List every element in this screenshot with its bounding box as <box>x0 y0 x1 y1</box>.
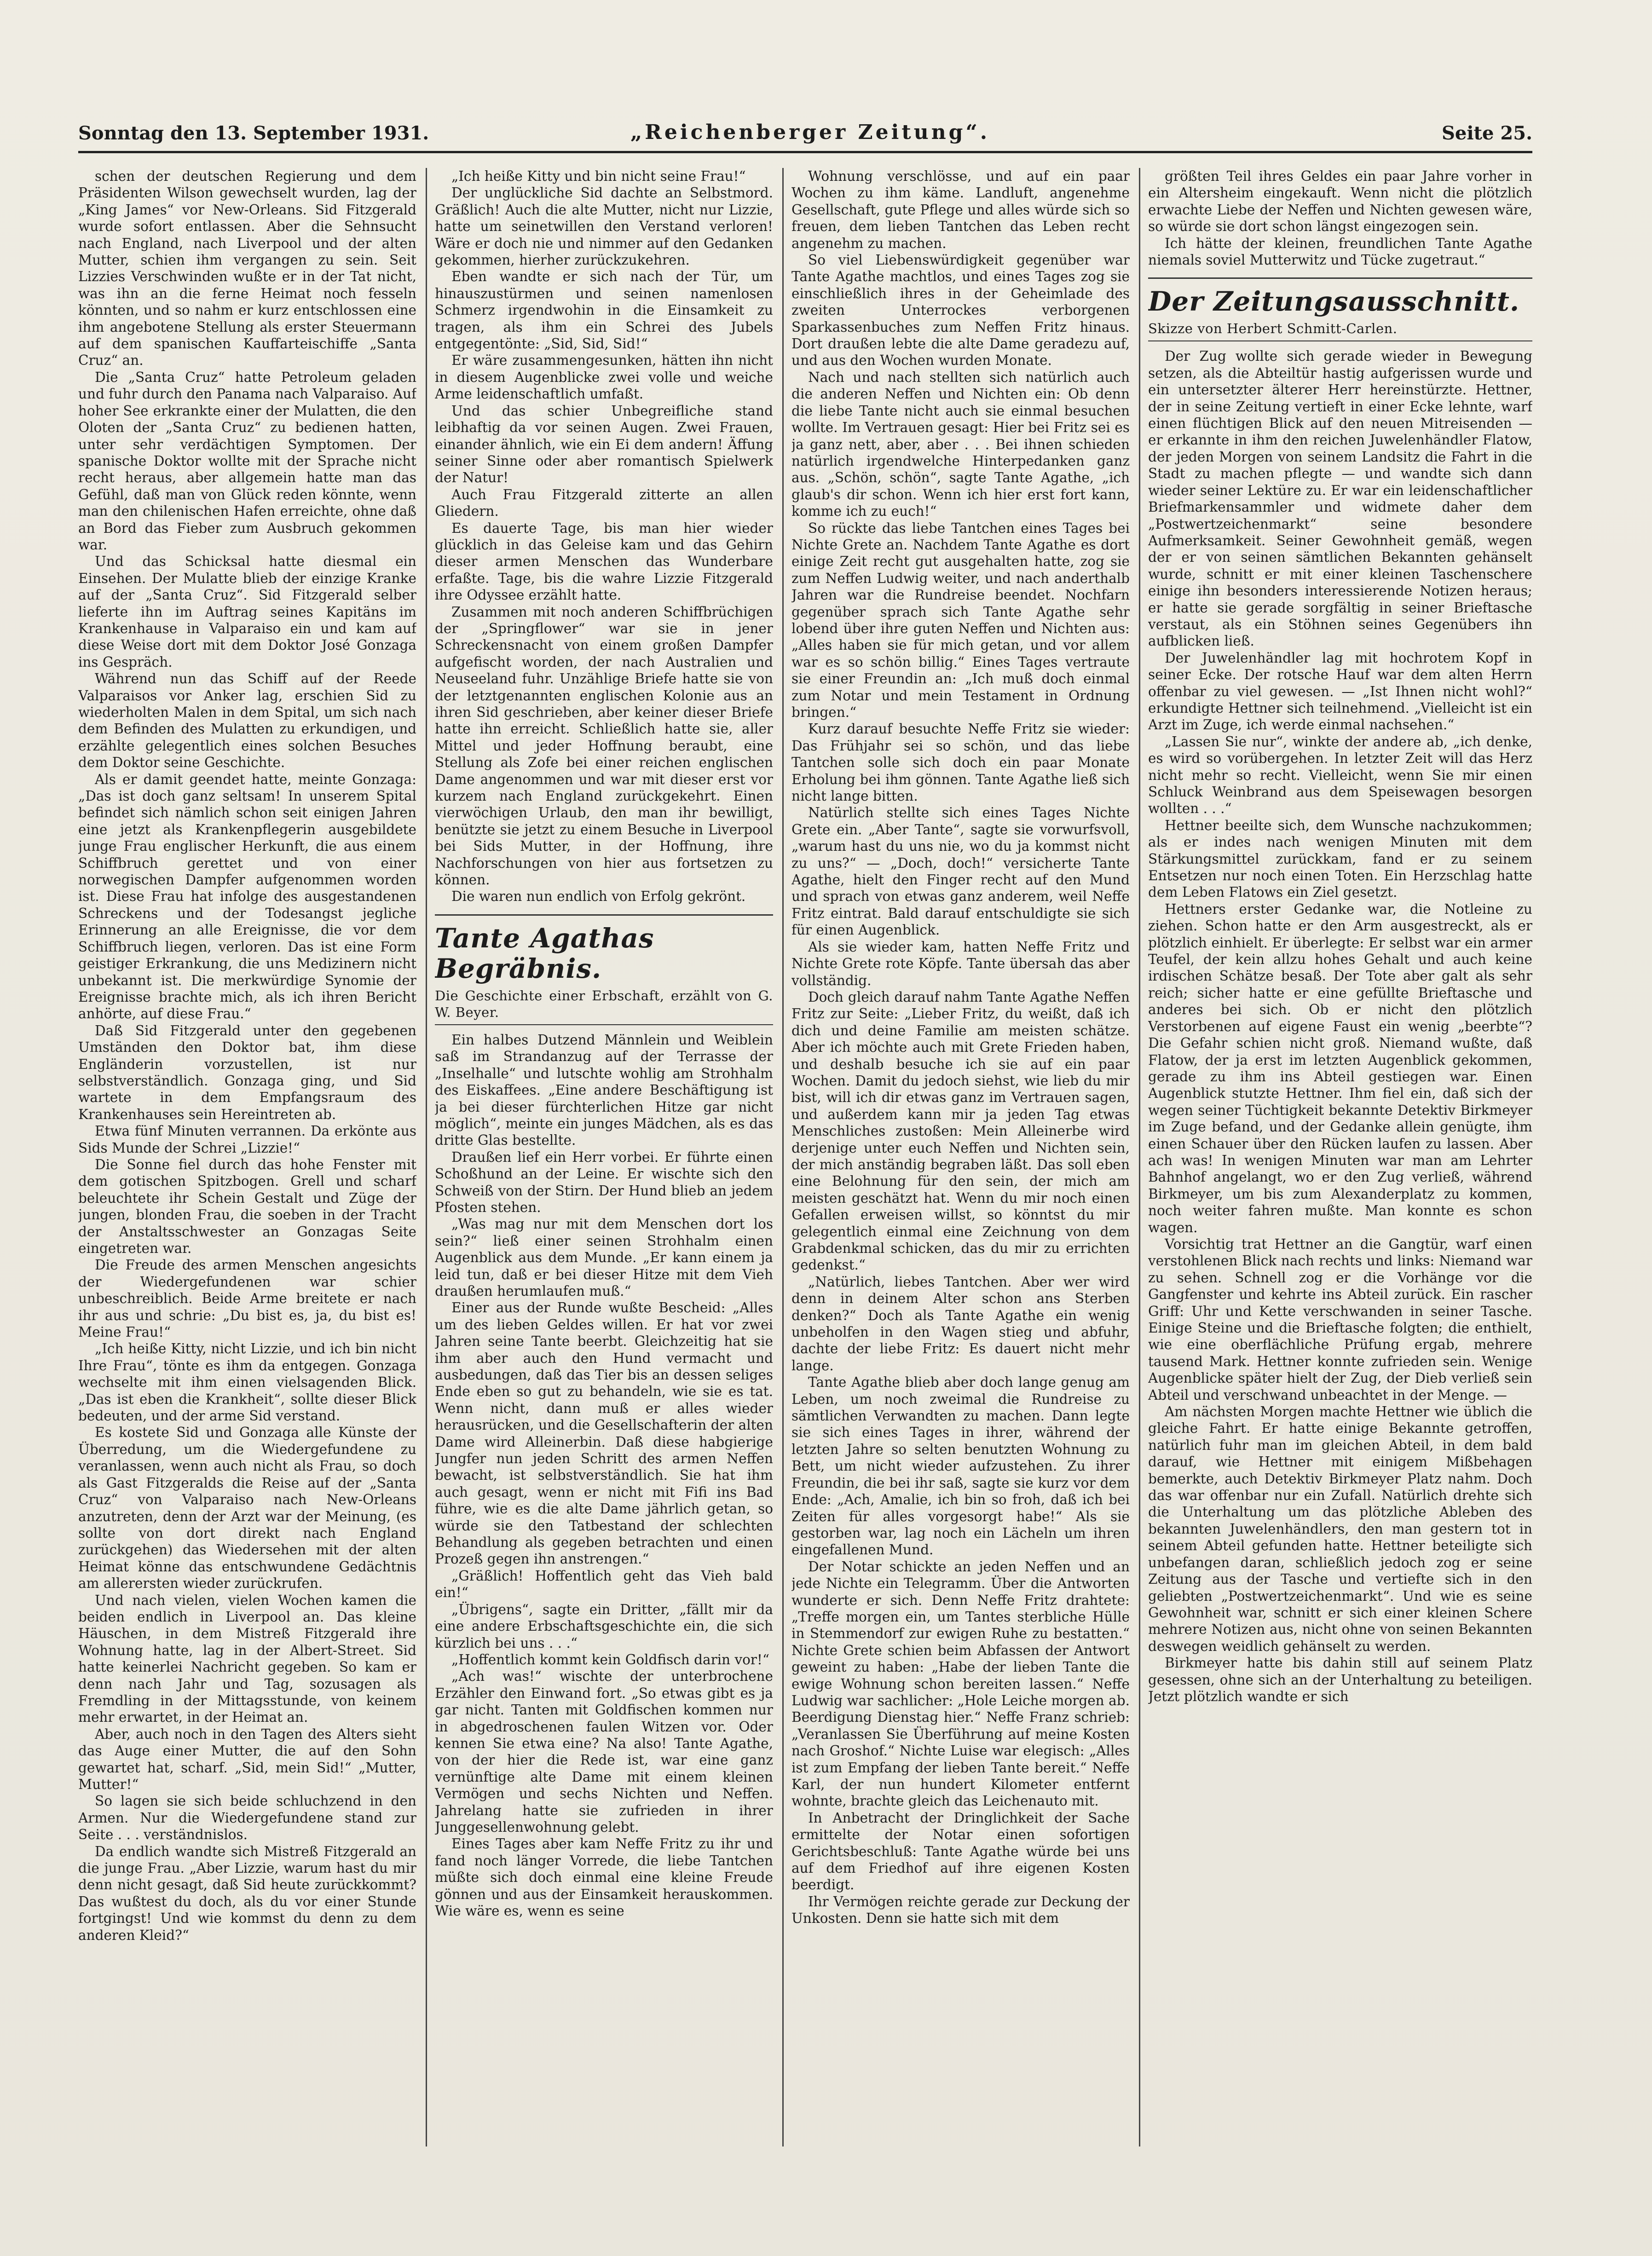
article-paragraph: Er wäre zusammengesunken, hätten ihn nicht in diesem Augenblicke zwei volle und weiche Arme leidenschaftlich umfaßt. <box>435 352 773 402</box>
article-paragraph: „Ich heiße Kitty und bin nicht seine Frau!“ <box>451 168 746 184</box>
article-paragraph: Als sie wieder kam, hatten Neffe Fritz und Nichte Grete rote Köpfe. Tante übersah das aber vollständig. <box>791 939 1130 988</box>
article-paragraph: Draußen lief ein Herr vorbei. Er führte einen Schoßhund an der Leine. Er wischte sich den Schweiß von der Stirn. Der Hund blieb an jedem Pfosten stehen. <box>435 1149 773 1215</box>
article-paragraph: Der Notar schickte an jeden Neffen und an jede Nichte ein Telegramm. Über die Antworten wunderte er sich. Denn Neffe Fritz drahtete: „Treffe morgen ein, um Tantes sterbliche Hülle in Stemmendorf zur ewigen Ruhe zu bestatten.“ Nichte Grete schien beim Abfassen der Antwort geweint zu haben: „Habe der lieben Tante die ewige Wohnung schon bereiten lassen.“ Neffe Ludwig war sachlicher: „Hole Leiche morgen ab. Beerdigung Dienstag hier.“ Neffe Franz schrieb: „Veranlassen Sie Überführung auf meine Kosten nach Groshof.“ Nichte Luise war elegisch: „Alles ist zum Empfang der lieben Tante bereit.“ Neffe Karl, der nun hundert Kilometer entfernt wohnte, brachte gleich das Leichenauto mit. <box>791 1558 1130 1809</box>
article-paragraph: Hettners erster Gedanke war, die Notleine zu ziehen. Schon hatte er den Arm ausgestreckt, als er plötzlich einhielt. Er überlegte: Er selbst war ein armer Teufel, der kein allzu hohes Gehalt und auch keine irdischen Schätze besaß. Der Tote aber galt als sehr reich; sicher hatte er eine gefüllte Brieftasche und anderes bei sich. Ob er nicht den plötzlich Verstorbenen auf eigene Faust ein wenig „beerbte“? Die Gefahr schien nicht groß. Niemand wußte, daß Flatow, der ja erst im letzten Augenblick gekommen, gerade zu ihm ins Abteil gestiegen war. Einen Augenblick stutzte Hettner. Ihm fiel ein, daß sich der wegen seiner Tüchtigkeit bekannte Detektiv Birkmeyer im Zuge befand, und der Gedanke allein genügte, ihm einen Schauer über den Rücken laufen zu lassen. Aber ach was! In wenigen Minuten war man am Lehrter Bahnhof angelangt, wo er den Zug verließ, während Birkmeyer, um bis zum Alexanderplatz zu kommen, noch weiter fahren mußte. Man konnte es schon wagen. <box>1148 901 1532 1235</box>
article-paragraph: Daß Sid Fitzgerald unter den gegebenen Umständen den Doktor bat, ihm diese Engländerin vorzustellen, ist nur selbstverständlich. Gonzaga ging, und Sid wartete in dem Empfangsraum des Krankenhauses sein Hereintreten ab. <box>78 1022 416 1122</box>
article-paragraph: In Anbetracht der Dringlichkeit der Sache ermittelte der Notar einen sofortigen Gerichtsbeschluß: Tante Agathe würde bei uns auf dem Friedhof auf ihre eigenen Kosten beerdigt. <box>791 1810 1130 1893</box>
article-byline-zeitungsausschnitt: Skizze von Herbert Schmitt-Carlen. <box>1148 321 1398 337</box>
article-paragraph: Etwa fünf Minuten verrannen. Da erkönte aus Sids Munde der Schrei „Lizzie!“ <box>78 1123 416 1156</box>
article-paragraph: Zusammen mit noch anderen Schiffbrüchigen der „Springflower“ war sie in jener Schreckensnacht von einem großen Dampfer aufgefischt worden, der nach Australien und Neuseeland fuhr. Unzählige Briefe hatte sie von der letztgenannten englischen Kolonie aus an ihren Sid geschrieben, aber keiner dieser Briefe hatte ihn erreicht. Schließlich hatte sie, aller Mittel und jeder Hoffnung beraubt, eine Stellung als Zofe bei einer reichen englischen Dame angenommen und war mit dieser erst vor kurzem nach England zurückgekehrt. Einen vierwöchigen Urlaub, den man ihr bewilligt, benützte sie jetzt zu einem Besuche in Liverpool bei Sids Mutter, in der Hoffnung, ihre Nachforschungen von hier aus fortsetzen zu können. <box>435 604 773 888</box>
article-paragraph: Am nächsten Morgen machte Hettner wie üblich die gleiche Fahrt. Er hatte einige Bekannte getroffen, natürlich fuhr man im gleichen Abteil, in dem bald darauf, wie Hettner mit einigem Mißbehagen bemerkte, auch Detektiv Birkmeyer Platz nahm. Doch das war offenbar nur ein Zufall. Natürlich drehte sich die Unterhaltung um das plötzliche Ableben des bekannten Juwelenhändlers, den man gestern tot in seinem Abteil gefunden hatte. Hettner beteiligte sich unbefangen daran, schließlich jedoch zog er seine Zeitung aus der Tasche und vertiefte sich in den geliebten „Postwertzeichenmarkt“. Und wie es seine Gewohnheit war, schnitt er sich einer kleinen Schere mehrere Notizen aus, nicht ohne von seinen Bekannten deswegen weidlich gehänselt zu werden. <box>1148 1404 1532 1654</box>
article-paragraph: Ein halbes Dutzend Männlein und Weiblein saß im Strandanzug auf der Terrasse der „Inselhalle“ und lutschte wohlig am Strohhalm des Eiskaffees. „Eine andere Beschäftigung ist ja bei dieser fürchterlichen Hitze gar nicht möglich“, meinte ein junges Mädchen, als es das dritte Glas bestellte. <box>435 1032 773 1148</box>
article-paragraph: schen der deutschen Regierung und dem Präsidenten Wilson gewechselt wurden, lag der „King James“ vor New-Orleans. Sid Fitzgerald wurde sofort entlassen. Aber die Sehnsucht nach England, nach Liverpool und der alten Mutter, schien ihm vergangen zu sein. Seit Lizzies Verschwinden wußte er in der Tat nicht, was ihn an die ferne Heimat noch fesseln könnten, und so nahm er kurz entschlossen eine ihm angebotene Stellung als erster Steuermann auf dem spanischen Kauffarteischiffe „Santa Cruz“ an. <box>78 168 416 369</box>
article-paragraph: Da endlich wandte sich Mistreß Fitzgerald an die junge Frau. „Aber Lizzie, warum hast du mir denn nicht gesagt, daß Sid heute zurückkommt? Das wußtest du doch, als du vor einer Stunde fortgingst! Und wie kommst du denn zu dem anderen Kleid?“ <box>78 1843 416 1943</box>
article-paragraph: Nach und nach stellten sich natürlich auch die anderen Neffen und Nichten ein: Ob denn die liebe Tante nicht auch sie einmal besuchen wollte. Im Vertrauen gesagt: Hier bei Fritz sei es ja ganz nett, aber, aber . . . Bei ihnen schieden natürlich irgendwelche Hinterpedanken ganz aus. „Schön, schön“, sagte Tante Agathe, „ich glaub's dir schon. Wenn ich hier erst fort kann, komme ich zu euch!“ <box>791 369 1130 519</box>
article-paragraph: So lagen sie sich beide schluchzend in den Armen. Nur die Wiedergefundene stand zur Seite . . . verständnislos. <box>78 1793 416 1843</box>
column-4 <box>1148 168 1532 2146</box>
byline-divider <box>435 1024 773 1025</box>
article-paragraph: Die Freude des armen Menschen angesichts der Wiedergefundenen war schier unbeschreiblich. Beide Arme breitete er nach ihr aus und schrie: „Du bist es, ja, du bist es! Meine Frau!“ <box>78 1257 416 1340</box>
column-3 <box>791 168 1130 2146</box>
column-2 <box>435 168 773 2146</box>
article-byline-tante-agathe: Die Geschichte einer Erbschaft, erzählt von G. W. Beyer. <box>435 987 773 1020</box>
article-paragraph: Natürlich stellte sich eines Tages Nichte Grete ein. „Aber Tante“, sagte sie vorwurfsvoll, „warum hast du uns nie, wo du ja kommst nicht zu uns?“ — „Doch, doch!“ versicherte Tante Agathe, hielt den Finger recht auf den Mund und sprach von etwas ganz anderem, weil Neffe Fritz eintrat. Bald darauf entschuldigte sie sich für einen Augenblick. <box>791 805 1130 938</box>
article-paragraph: Es dauerte Tage, bis man hier wieder glücklich in das Geleise kam und das Gehirn dieser armen Menschen das Wunderbare erfaßte. Tage, bis die wahre Lizzie Fitzgerald ihre Odyssee erzählt hatte. <box>435 520 773 603</box>
article-paragraph: „Lassen Sie nur“, winkte der andere ab, „ich denke, es wird so vorübergehen. In letzter Zeit will das Herz nicht mehr so recht. Vielleicht, wenn Sie mir einen Schluck Weinbrand aus dem Speisewagen besorgen wollten . . .“ <box>1148 733 1532 817</box>
article-paragraph: Als er damit geendet hatte, meinte Gonzaga: „Das ist doch ganz seltsam! In unserem Spital befindet sich nämlich schon seit einigen Jahren eine jetzt als Krankenpflegerin ausgebildete junge Frau englischer Herkunft, die aus einem Schiffbruch gerettet und von einer norwegischen Dampfer aufgenommen worden ist. Diese Frau hat infolge des ausgestandenen Schreckens und der Todesangst jegliche Erinnerung an alle Ereignisse, die vor dem Schiffbruch liegen, verloren. Das ist eine Form geistiger Erkrankung, die uns Medizinern nicht unbekannt ist. Die merkwürdige Synomie der Ereignisse brachte mich, als ich ihren Bericht anhörte, auf diese Frau.“ <box>78 771 416 1022</box>
byline-divider <box>1148 340 1532 341</box>
article-paragraph: So rückte das liebe Tantchen eines Tages bei Nichte Grete an. Nachdem Tante Agathe es dort einige Zeit recht gut ausgehalten hatte, zog sie zum Neffen Ludwig weiter, und nach anderthalb Jahren war die Rundreise beendet. Nochfarn gegenüber sprach sich Tante Agathe sehr lobend über ihre guten Neffen und Nichten aus: „Alles haben sie für mich getan, und vor allem war es so schön billig.“ Eines Tages vertraute sie einer Freundin an: „Ich muß doch einmal zum Notar und mein Testament in Ordnung bringen.“ <box>791 520 1130 720</box>
article-paragraph: Doch gleich darauf nahm Tante Agathe Neffen Fritz zur Seite: „Lieber Fritz, du weißt, daß ich dich und deine Familie am meisten schätze. Aber ich möchte auch mit Grete Frieden haben, und deshalb besuche ich sie auf ein paar Wochen. Damit du jedoch siehst, wie lieb du mir bist, will ich dir etwas ganz im Vertrauen sagen, und außerdem kann mir ja jeden Tag etwas Menschliches zustoßen: Mein Alleinerbe wird derjenige unter euch Neffen und Nichten sein, der mich anständig begraben läßt. Das soll eben eine Belohnung für den sein, der mich am meisten geschätzt hat. Wenn du mir noch einen Gefallen erweisen willst, so könntst du mir gelegentlich einmal eine Zeichnung von dem Grabdenkmal schicken, das du mir zu errichten gedenkst.“ <box>791 989 1130 1273</box>
article-paragraph: Während nun das Schiff auf der Reede Valparaisos vor Anker lag, erschien Sid zu wiederholten Malen in dem Spital, um sich nach dem Befinden des Mulatten zu erkundigen, und erzählte gelegentlich eines solchen Besuches dem Doktor seine Geschichte. <box>78 671 416 771</box>
article-paragraph: „Hoffentlich kommt kein Goldfisch darin vor!“ <box>451 1651 769 1667</box>
article-paragraph: Und das Schicksal hatte diesmal ein Einsehen. Der Mulatte blieb der einzige Kranke auf der „Santa Cruz“. Sid Fitzgerald selber lieferte ihn im Auftrag seines Kapitäns im Krankenhause in Valparaiso ein und kam auf diese Weise dort mit dem Doktor José Gonzaga ins Gespräch. <box>78 554 416 670</box>
column-1 <box>78 168 416 2146</box>
article-paragraph: Hettner beeilte sich, dem Wunsche nachzukommen; als er indes nach wenigen Minuten mit dem Stärkungsmittel zurückkam, fand er zu seinem Entsetzen nur noch einen Toten. Ein Herzschlag hatte dem Leben Flatows ein Ziel gesetzt. <box>1148 817 1532 900</box>
article-paragraph: Die Sonne fiel durch das hohe Fenster mit dem gotischen Spitzbogen. Grell und scharf beleuchtete ihr Schein Gestalt und Züge der jungen, blonden Frau, die soeben in der Tracht der Anstaltsschwester an Gonzagas Seite eingetreten war. <box>78 1156 416 1256</box>
article-paragraph: Kurz darauf besuchte Neffe Fritz sie wieder: Das Frühjahr sei so schön, und das liebe Tantchen solle sich doch ein paar Monate Erholung bei ihm gönnen. Tante Agathe ließ sich nicht lange bitten. <box>791 721 1130 804</box>
header-date: Sonntag den 13. September 1931. <box>78 122 429 144</box>
article-paragraph: größten Teil ihres Geldes ein paar Jahre vorher in ein Altersheim eingekauft. Wenn nicht die plötzlich erwachte Liebe der Neffen und Nichten gewesen wäre, so würde sie dort schon längst eingezogen sein. <box>1148 168 1532 235</box>
article-paragraph: „Ach was!“ wischte der unterbrochene Erzähler den Einwand fort. „So etwas gibt es ja gar nicht. Tanten mit Goldfischen kommen nur in abgedroschenen faulen Witzen vor. Oder kennen Sie etwa eine? Na also! Tante Agathe, von der hier die Rede ist, war eine ganz vernünftige alte Dame mit einem kleinen Vermögen und sechs Nichten und Neffen. Jahrelang hatte sie zufrieden in ihrer Junggesellenwohnung gelebt. <box>435 1668 773 1835</box>
article-paragraph: Birkmeyer hatte bis dahin still auf seinem Platz gesessen, ohne sich an der Unterhaltung zu beteiligen. Jetzt plötzlich wandte er sich <box>1148 1655 1532 1704</box>
article-paragraph: „Natürlich, liebes Tantchen. Aber wer wird denn in deinem Alter schon ans Sterben denken?“ Doch als Tante Agathe ein wenig unbeholfen in den Wagen stieg und abfuhr, dachte der liebe Fritz: Es dauert nicht mehr lange. <box>791 1274 1130 1373</box>
article-paragraph: „Was mag nur mit dem Menschen dort los sein?“ ließ einer seinen Strohhalm einen Augenblick aus dem Munde. „Er kann einem ja leid tun, daß er bei dieser Hitze mit dem Vieh draußen herumlaufen muß.“ <box>435 1216 773 1299</box>
article-headline-tante-agathe: Tante Agathas Begräbnis. <box>435 914 773 984</box>
article-paragraph: Die waren nun endlich von Erfolg gekrönt. <box>451 889 746 905</box>
article-paragraph: Einer aus der Runde wußte Bescheid: „Alles um des lieben Geldes willen. Er hat vor zwei Jahren seine Tante beerbt. Gleichzeitig hat sie ihm aber auch den Hund vermacht und ausbedungen, daß das Tier bis an dessen seliges Ende eben so gut zu behandeln, wie sie es tat. Wenn nicht, dann muß er alles wieder herausrücken, und die Gesellschafterin der alten Dame wird Alleinerbin. Daß diese habgierige Jungfer nun jeden Schritt des armen Neffen bewacht, ist selbstverständlich. Sie hat ihm auch gesagt, wenn er nicht mit Fifi ins Bad führe, wie es die alte Dame jährlich getan, so würde sie den Tatbestand der schlechten Behandlung als gegeben betrachten und einen Prozeß gegen ihn anstrengen.“ <box>435 1300 773 1567</box>
article-paragraph: Eben wandte er sich nach der Tür, um hinauszustürmen und seinen namenlosen Schmerz irgendwohin in die Einsamkeit zu tragen, als ihm ein Schrei des Jubels entgegentönte: „Sid, Sid, Sid!“ <box>435 269 773 352</box>
article-paragraph: Eines Tages aber kam Neffe Fritz zu ihr und fand noch länger Vorrede, die liebe Tantchen müßte sich doch einmal eine kleine Freude gönnen und aus der Einsamkeit herauskommen. Wie wäre es, wenn es seine <box>435 1836 773 1919</box>
article-paragraph: Die „Santa Cruz“ hatte Petroleum geladen und fuhr durch den Panama nach Valparaiso. Auf hoher See erkrankte einer der Mulatten, die den Oloten der „Santa Cruz“ zu bedienen hatten, unter sehr verdächtigen Symptomen. Der spanische Doktor wollte mit der Sprache nicht recht heraus, aber allgemein hatte man das Gefühl, daß man von Glück reden könnte, wenn man den chilenischen Hafen erreichte, ohne daß an Bord das Fieber zum Ausbruch gekommen war. <box>78 369 416 553</box>
article-paragraph: „Ich heiße Kitty, nicht Lizzie, und ich bin nicht Ihre Frau“, tönte es ihm da entgegen. Gonzaga wechselte mit ihm einen vielsagenden Blick. „Das ist eben die Krankheit“, sollte dieser Blick bedeuten, und der arme Sid verstand. <box>78 1341 416 1424</box>
article-paragraph: Und das schier Unbegreifliche stand leibhaftig da vor seinen Augen. Zwei Frauen, einander ähnlich, wie ein Ei dem andern! Äffung seiner Sinne oder aber romantisch Spielwerk der Natur! <box>435 403 773 486</box>
article-paragraph: Der Zug wollte sich gerade wieder in Bewegung setzen, als die Abteiltür hastig aufgerissen wurde und ein untersetzter älterer Herr hereinstürzte. Hettner, der in seine Zeitung vertieft in einer Ecke lehnte, warf einen flüchtigen Blick auf den neuen Mitreisenden — er erkannte in ihm den reichen Juwelenhändler Flatow, der jeden Morgen von seinem Landsitz die Fahrt in die Stadt zu machen pflegte — und wandte sich dann wieder seiner Lektüre zu. Er war ein leidenschaftlicher Briefmarkensammler und widmete daher dem „Postwertzeichenmarkt“ seine besondere Aufmerksamkeit. Seiner Gewohnheit gemäß, wegen der er von seinen sämtlichen Bekannten gehänselt wurde, schnitt er mit einer kleinen Taschenschere einige ihn besonders interessierende Notizen heraus; er hatte sie gerade sorgfältig in seiner Brieftasche verstaut, als ein Stöhnen seines Gegenübers ihn aufblicken ließ. <box>1148 348 1532 649</box>
article-paragraph: „Übrigens“, sagte ein Dritter, „fällt mir da eine andere Erbschaftsgeschichte ein, die sich kürzlich bei uns . . .“ <box>435 1601 773 1651</box>
article-paragraph: Aber, auch noch in den Tagen des Alters sieht das Auge einer Mutter, die auf den Sohn gewartet hat, scharf. „Sid, mein Sid!“ „Mutter, Mutter!“ <box>78 1726 416 1792</box>
article-paragraph: Tante Agathe blieb aber doch lange genug am Leben, um noch zweimal die Rundreise zu sämtlichen Verwandten zu machen. Dann legte sie sich eines Tages in ihrer, während der letzten Jahre so selten benutzten Wohnung zu Bett, um nicht wieder aufzustehen. Zu ihrer Freundin, die bei ihr saß, sagte sie kurz vor dem Ende: „Ach, Amalie, ich bin so froh, daß ich bei Zeiten für alles vorgesorgt habe!“ Als sie gestorben war, lag noch ein Lächeln um ihren eingefallenen Mund. <box>791 1374 1130 1558</box>
page-header <box>78 119 1532 153</box>
column-rule <box>1139 168 1140 2146</box>
article-paragraph: Es kostete Sid und Gonzaga alle Künste der Überredung, um die Wiedergefundene zu veranlassen, wenn auch nicht als Frau, so doch als Gast Fitzgeralds die Reise auf der „Santa Cruz“ von Valparaiso nach New-Orleans anzutreten, denn der Arzt war der Meinung, (es sollte von dort direkt nach England zurückgehen) das Wiedersehen mit der alten Heimat könne das entschwundene Gedächtnis am allerersten wieder zurückrufen. <box>78 1425 416 1592</box>
article-paragraph: So viel Liebenswürdigkeit gegenüber war Tante Agathe machtlos, und eines Tages zog sie einschließlich ihres in der Geheimlade des zweiten Unterrockes verborgenen Sparkassenbuches zum Neffen Fritz hinaus. Dort draußen lebte die alte Dame geradezu auf, und aus den Wochen wurden Monate. <box>791 252 1130 369</box>
article-paragraph: Und nach vielen, vielen Wochen kamen die beiden endlich in Liverpool an. Das kleine Häuschen, in dem Mistreß Fitzgerald ihre Wohnung hatte, lag in der Albert-Street. Sid hatte keinerlei Nachricht gegeben. So kam er denn nach Jahr und Tag, sozusagen als Fremdling in der Mittagsstunde, von keinem mehr erwartet, in der Heimat an. <box>78 1592 416 1725</box>
header-page-number: Seite 25. <box>1442 122 1532 144</box>
article-paragraph: Der Juwelenhändler lag mit hochrotem Kopf in seiner Ecke. Der rotsche Hauf war dem alten Herrn offenbar zu viel gewesen. — „Ist Ihnen nicht wohl?“ erkundigte Hettner sich teilnehmend. „Vielleicht ist ein Arzt im Zuge, ich werde einmal nachsehen.“ <box>1148 650 1532 733</box>
article-paragraph: „Gräßlich! Hoffentlich geht das Vieh bald ein!“ <box>435 1568 773 1601</box>
article-paragraph: Ich hätte der kleinen, freundlichen Tante Agathe niemals soviel Mutterwitz und Tücke zugetraut.“ <box>1148 235 1532 268</box>
article-paragraph: Der unglückliche Sid dachte an Selbstmord. Gräßlich! Auch die alte Mutter, nicht nur Lizzie, hatte um seinetwillen den Verstand verloren! Wäre er doch nie und nimmer auf den Gedanken gekommen, hierher zurückzukehren. <box>435 185 773 268</box>
article-headline-zeitungsausschnitt: Der Zeitungsausschnitt. <box>1148 277 1532 317</box>
article-paragraph: Auch Frau Fitzgerald zitterte an allen Gliedern. <box>435 486 773 519</box>
header-newspaper-title: „Reichenberger Zeitung“. <box>630 121 990 144</box>
column-rule <box>782 168 784 2146</box>
article-paragraph: Wohnung verschlösse, und auf ein paar Wochen zu ihm käme. Landluft, angenehme Gesellschaft, gute Pflege und alles würde sich so freuen, dem lieben Tantchen das Leben recht angenehm zu machen. <box>791 168 1130 251</box>
article-paragraph: Vorsichtig trat Hettner an die Gangtür, warf einen verstohlenen Blick nach rechts und links: Niemand war zu sehen. Schnell zog er die Vorhänge vor die Gangfenster und kehrte ins Abteil zurück. Ein rascher Griff: Uhr und Kette verschwanden in seiner Tasche. Einige Steine und die Brieftasche folgten; die enthielt, wie eine oberflächliche Prüfung ergab, mehrere tausend Mark. Hettner konnte zufrieden sein. Wenige Augenblicke später hielt der Zug, der Dieb verließ sein Abteil und verschwand unbeachtet in der Menge. — <box>1148 1236 1532 1403</box>
column-rule <box>426 168 427 2146</box>
article-paragraph: Ihr Vermögen reichte gerade zur Deckung der Unkosten. Denn sie hatte sich mit dem <box>791 1893 1130 1927</box>
